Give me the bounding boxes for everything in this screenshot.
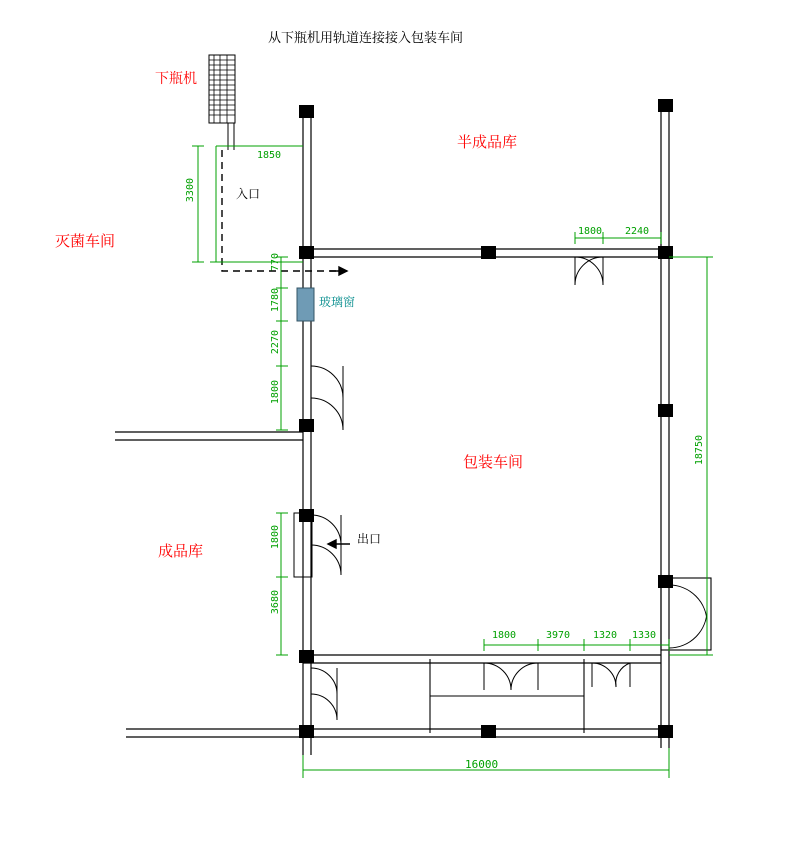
- room-label-finished-goods-warehouse: 成品库: [158, 542, 204, 560]
- page-title: 从下瓶机用轨道连接接入包装车间: [268, 31, 464, 46]
- columns: [299, 99, 673, 738]
- room-label-semi-finished-warehouse: 半成品库: [457, 133, 518, 151]
- dim-door-1800-top-right: 1800: [578, 226, 603, 237]
- entrance-arrow: [330, 267, 347, 275]
- dim-door-1800-left-upper: 1800: [270, 380, 281, 405]
- dim-right-height: 18750: [694, 435, 705, 466]
- dim-seg-3680: 3680: [270, 590, 281, 615]
- dim-window-1780: 1780: [270, 288, 281, 313]
- room-label-packaging-workshop: 包装车间: [463, 453, 524, 471]
- annotation-exit: 出口: [357, 532, 382, 546]
- dim-entry-depth: 3300: [185, 178, 196, 203]
- doors: [294, 257, 707, 720]
- dim-bottom-total: 16000: [465, 758, 499, 771]
- walls: [115, 104, 711, 755]
- annotation-glass-window: 玻璃窗: [319, 295, 356, 309]
- glass-window: [297, 288, 314, 321]
- dimension-lines: [192, 146, 713, 778]
- dim-bottom-1320: 1320: [593, 630, 618, 641]
- dim-seg-2240-top-right: 2240: [625, 226, 650, 237]
- dim-seg-2270: 2270: [270, 330, 281, 355]
- exit-arrow: [328, 540, 350, 548]
- dim-wall-770: 770: [270, 253, 281, 272]
- equipment-label-bottle-unloader: 下瓶机: [155, 71, 197, 87]
- room-label-sterilization-workshop: 灭菌车间: [55, 232, 116, 250]
- annotation-entrance: 入口: [236, 187, 261, 201]
- dim-door-1800-left-lower: 1800: [270, 525, 281, 550]
- dim-bottom-3970: 3970: [546, 630, 571, 641]
- bottle-unloader-equipment: [209, 55, 235, 150]
- dim-top-entry-width: 1850: [257, 150, 282, 161]
- dim-bottom-1330: 1330: [632, 630, 657, 641]
- dim-bottom-1800: 1800: [492, 630, 517, 641]
